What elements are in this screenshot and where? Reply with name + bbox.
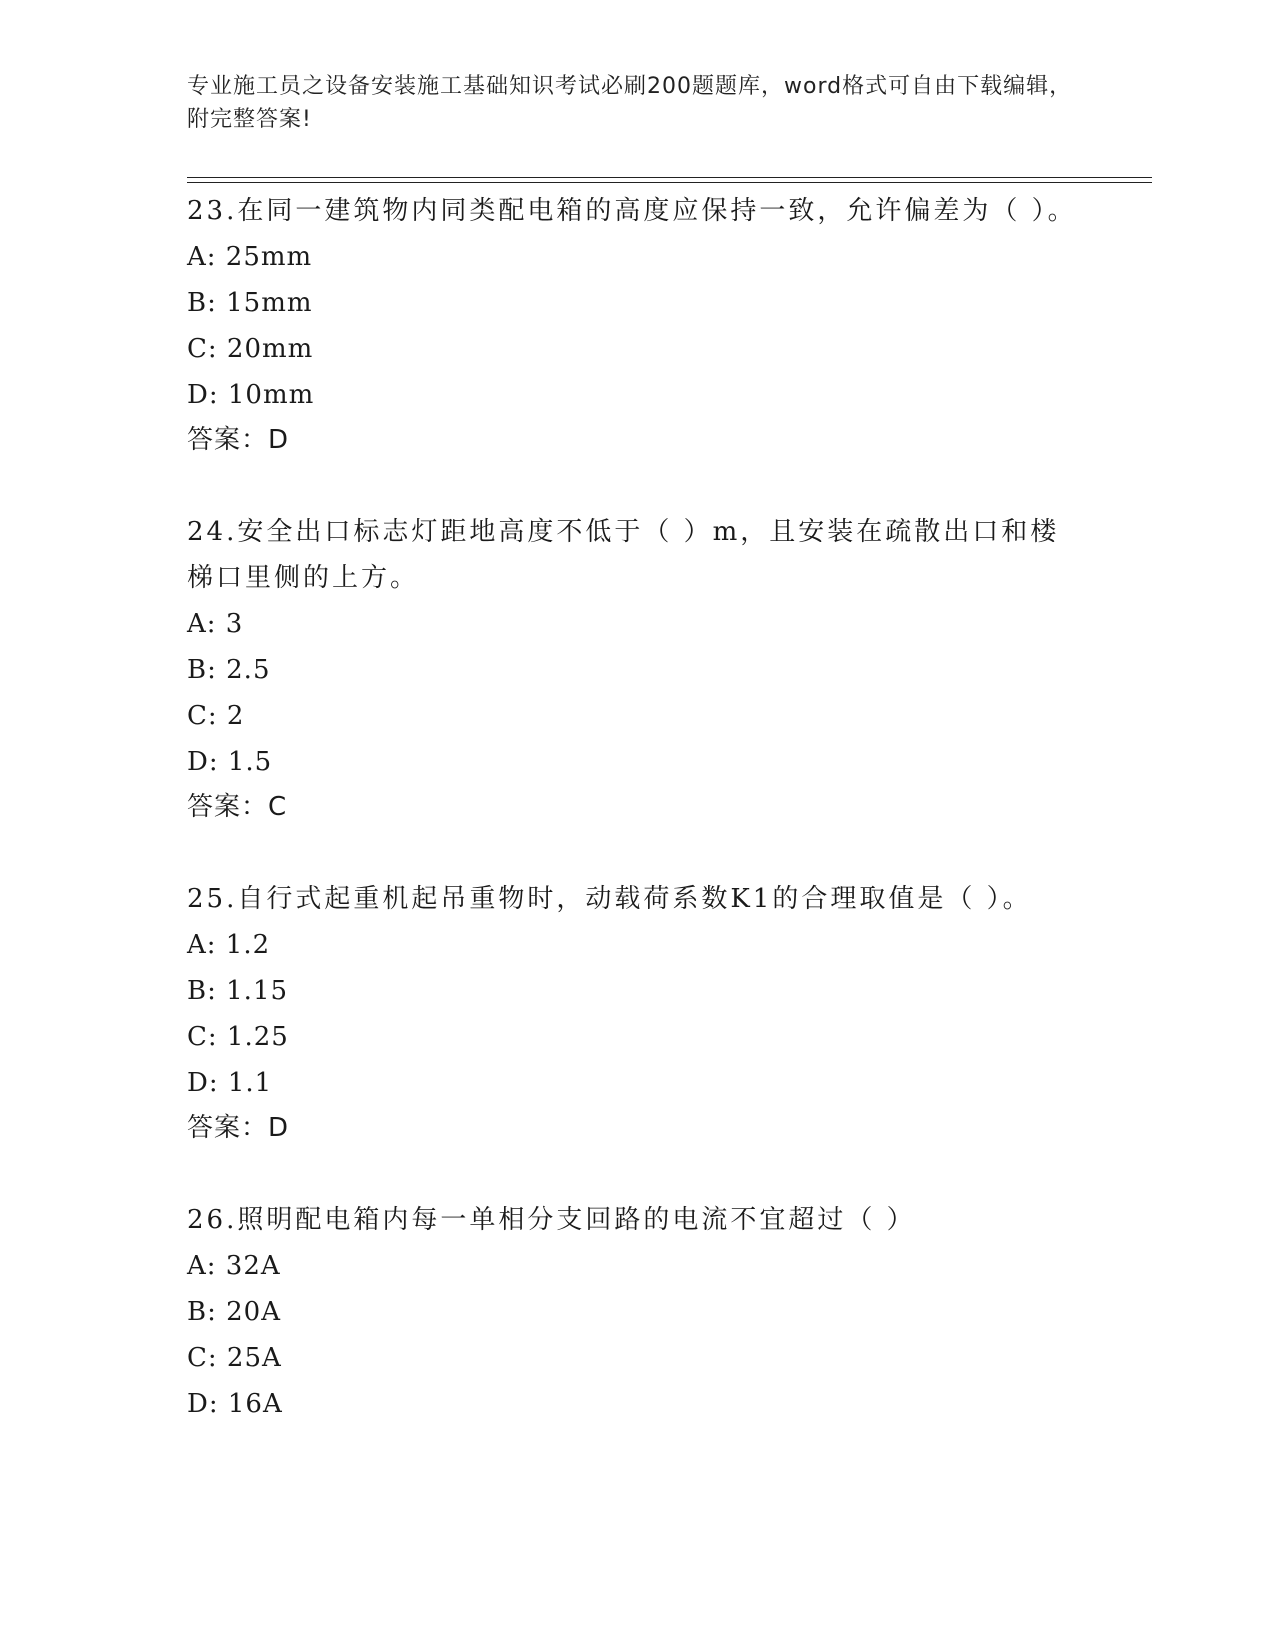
option-d: D: 10mm: [187, 380, 315, 410]
header-divider-bottom: [187, 182, 1152, 183]
option-c: C: 25A: [187, 1343, 282, 1373]
answer: 答案：C: [187, 792, 288, 822]
question-stem: 24.安全出口标志灯距地高度不低于（ ）m，且安装在疏散出口和楼梯口里侧的上方。: [187, 517, 1060, 593]
answer: 答案：D: [187, 1113, 290, 1143]
question-list: [187, 188, 1087, 1427]
question-stem: 26.照明配电箱内每一单相分支回路的电流不宜超过（ ）: [187, 1205, 916, 1235]
option-a: A: 32A: [187, 1251, 281, 1281]
option-d: D: 1.5: [187, 747, 273, 777]
option-b: B: 20A: [187, 1297, 281, 1327]
question-26: [187, 1197, 1087, 1427]
question-24: [187, 509, 1087, 829]
option-a: A: 25mm: [187, 242, 313, 272]
option-c: C: 2: [187, 701, 245, 731]
option-d: D: 1.1: [187, 1068, 273, 1098]
question-23: [187, 188, 1087, 462]
question-stem: 25.自行式起重机起吊重物时，动载荷系数K1的合理取值是（ ）。: [187, 884, 1032, 914]
answer: 答案：D: [187, 425, 290, 455]
option-b: B: 2.5: [187, 655, 271, 685]
document-header: 专业施工员之设备安装施工基础知识考试必刷200题题库，word格式可自由下载编辑，附完整答案!: [187, 74, 1073, 132]
option-a: A: 3: [187, 609, 244, 639]
question-25: [187, 876, 1087, 1150]
option-c: C: 1.25: [187, 1022, 289, 1052]
option-d: D: 16A: [187, 1389, 283, 1419]
question-stem: 23.在同一建筑物内同类配电箱的高度应保持一致，允许偏差为（ ）。: [187, 196, 1077, 226]
option-a: A: 1.2: [187, 930, 271, 960]
header-divider-top: [187, 177, 1152, 178]
option-b: B: 15mm: [187, 288, 313, 318]
option-c: C: 20mm: [187, 334, 314, 364]
option-b: B: 1.15: [187, 976, 289, 1006]
